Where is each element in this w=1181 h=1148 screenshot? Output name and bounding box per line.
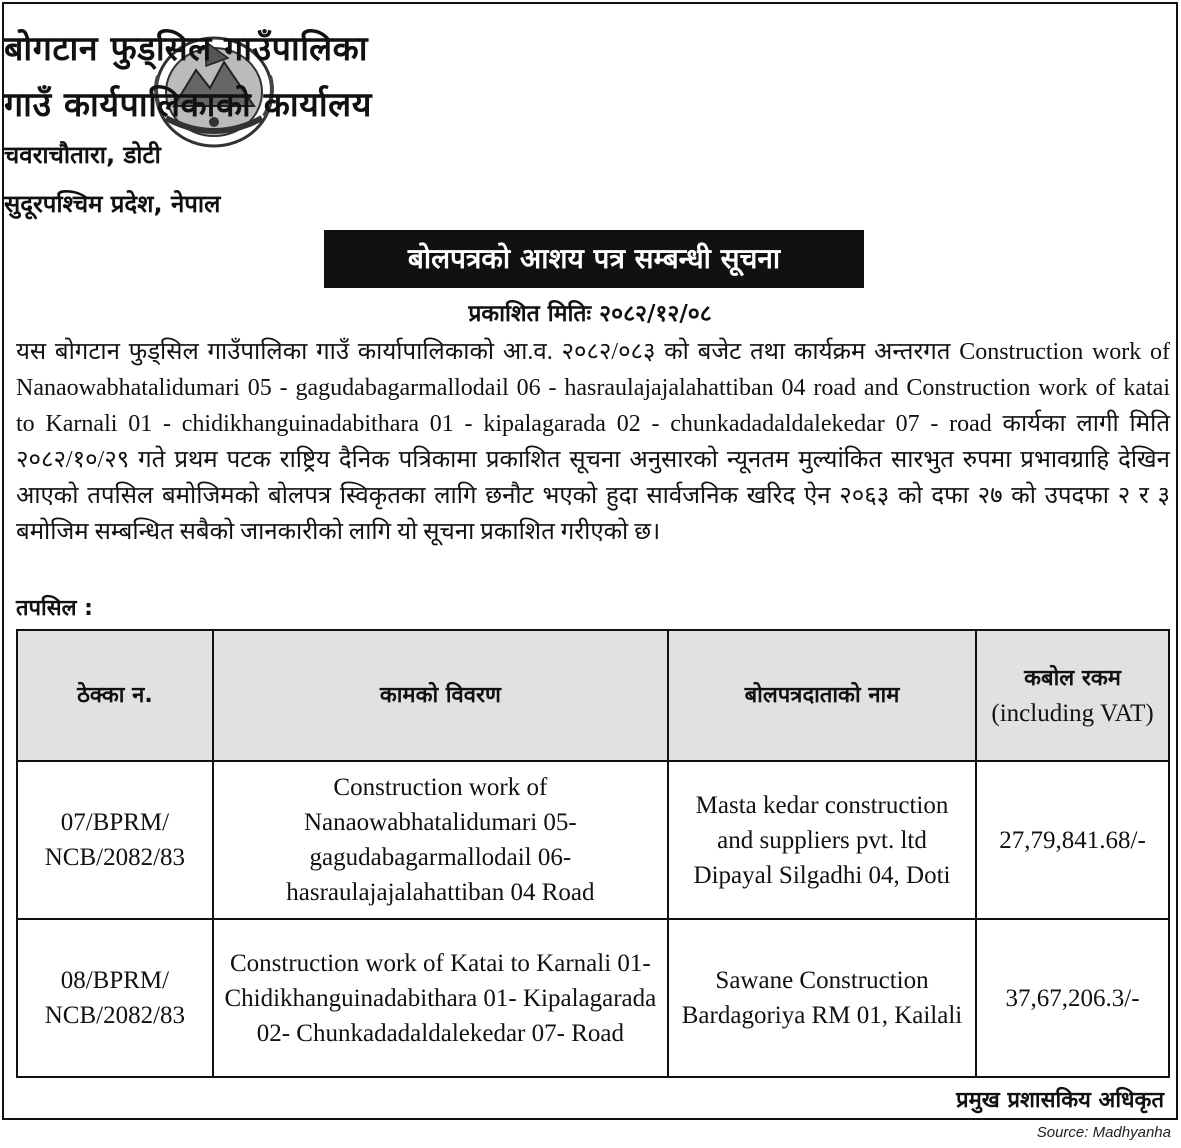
office-address: चवराचौतारा, डोटी bbox=[4, 141, 161, 169]
contract-no-cell: 07/BPRM/ NCB/2082/83 bbox=[17, 761, 213, 919]
work-description-cell: Construction work of Katai to Karnali 01- Chidikhanguinadabithara 01- Kipalagarada 02- Chunkadadaldalekedar 07- Road bbox=[213, 919, 668, 1077]
work-description-cell: Construction work of Nanaowabhatalidumari 05- gagudabagarmallodail 06- hasraulajajalahattiban 04 Road bbox=[213, 761, 668, 919]
bid-amount-cell: 27,79,841.68/- bbox=[976, 761, 1169, 919]
office-name: गाउँ कार्यपालिकाको कार्यालय bbox=[4, 85, 372, 125]
source-credit: Source: Madhyanha bbox=[1036, 1124, 1171, 1141]
table-header-row bbox=[17, 630, 1169, 761]
bidder-name-cell: Sawane Construction Bardagoriya RM 01, Kailali bbox=[668, 919, 976, 1077]
notice-document bbox=[2, 2, 1178, 1120]
header-bidder-name: बोलपत्रदाताको नाम bbox=[668, 630, 976, 761]
header-work-description: कामको विवरण bbox=[213, 630, 668, 761]
contract-no-cell: 08/BPRM/ NCB/2082/83 bbox=[17, 919, 213, 1077]
contract-table bbox=[16, 629, 1170, 1078]
published-date: प्रकाशित मितिः २०८२/१२/०८ bbox=[468, 301, 712, 327]
header-contract-no: ठेक्का न. bbox=[17, 630, 213, 761]
notice-body: यस बोगटान फुड्सिल गाउँपालिका गाउँ कार्यापालिकाको आ.व. २०८२/०८३ को बजेट तथा कार्यक्रम अन्तरगत Construction work of Nanaowabhatalidumari 05 - gagudabagarmallodail 06 - hasraulajajalahattiban 04 road and Construction work of katai to Karnali 01 - chidikhanguinadabithara 01 - kipalagarada 02 - chunkadadaldalekedar 07 - road कार्यका लागी मिति २०८२/१०/२९ गते प्रथम पटक राष्ट्रिय दैनिक पत्रिकामा प्रकाशित सूचना अनुसारको न्यूनतम मुल्यांकित सारभुत रुपमा प्रभावग्राहि देखिन आएको तपसिल बमोजिमको बोलपत्र स्विकृतका लागि छनौट भएको हुदा सार्वजनिक खरिद ऐन २०६३ को दफा २७ को उपदफा २ र ३ बमोजिम सम्बन्धित सबैको जानकारीको लागि यो सूचना प्रकाशित गरीएको छ। bbox=[16, 339, 1170, 545]
tapasil-label: तपसिल : bbox=[16, 596, 93, 621]
header-bid-amount-sub: (including VAT) bbox=[991, 699, 1154, 727]
bidder-name-cell: Masta kedar construction and suppliers pvt. ltd Dipayal Silgadhi 04, Doti bbox=[668, 761, 976, 919]
header-bid-amount bbox=[976, 630, 1169, 761]
org-name: बोगटान फुड्सिल गाउँपालिका bbox=[4, 29, 369, 69]
notice-title: बोलपत्रको आशय पत्र सम्बन्धी सूचना bbox=[324, 230, 864, 288]
signatory-title: प्रमुख प्रशासकिय अधिकृत bbox=[956, 1088, 1164, 1113]
table-row bbox=[17, 919, 1169, 1077]
bid-amount-cell: 37,67,206.3/- bbox=[976, 919, 1169, 1077]
table-row bbox=[17, 761, 1169, 919]
header-bid-amount-label: कबोल रकम bbox=[1024, 665, 1121, 691]
province-country: सुदूरपश्चिम प्रदेश, नेपाल bbox=[4, 190, 221, 218]
